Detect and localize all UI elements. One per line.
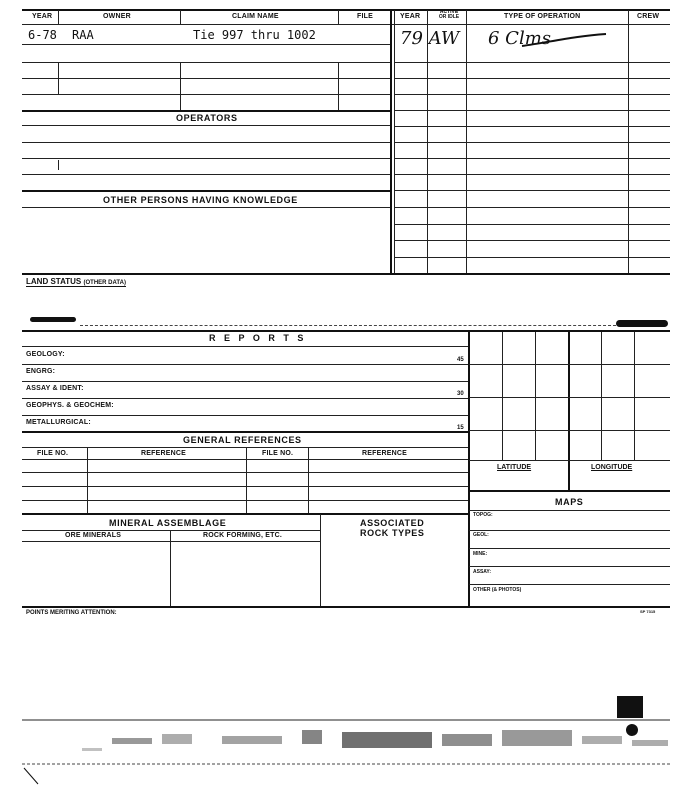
map-assay: ASSAY: [473, 569, 492, 575]
entry-year: 6-78 [28, 28, 57, 42]
col-divider [246, 447, 247, 513]
op-row-line [394, 78, 670, 79]
op-row-line [394, 94, 670, 95]
latitude-label: LATITUDE [497, 464, 532, 471]
op-row-line [394, 110, 670, 111]
other-persons-rule [22, 207, 390, 208]
map-mine: MINE: [473, 551, 488, 557]
grid-col [634, 332, 635, 460]
owner-row-line [22, 94, 390, 95]
refs-col-file-no: FILE NO. [37, 450, 69, 457]
mineral-col-rule [22, 541, 320, 542]
right-panel-rule [468, 330, 470, 606]
op-row-line [394, 158, 670, 159]
operators-row-line [22, 142, 390, 143]
ink-smudge [616, 320, 668, 327]
report-label: METALLURGICAL: [26, 419, 91, 426]
general-references-heading: GENERAL REFERENCES [183, 435, 302, 445]
form-number: SP 7315 [640, 609, 656, 614]
op-row-line [394, 257, 670, 258]
op-row-line [394, 142, 670, 143]
grid-col [535, 332, 536, 460]
maps-top-rule [469, 490, 670, 492]
op-row-line [394, 190, 670, 191]
longitude-label: LONGITUDE [591, 464, 633, 471]
op-row-line [394, 240, 670, 241]
ore-minerals-col: ORE MINERALS [65, 532, 122, 539]
col-divider [170, 530, 171, 606]
refs-bottom-rule [22, 513, 468, 515]
col-divider [320, 514, 321, 606]
owner-row-line [22, 78, 390, 79]
refs-col-file-no: FILE NO. [262, 450, 294, 457]
op-row-line [394, 174, 670, 175]
maps-row-line [469, 530, 670, 531]
grid-row [469, 364, 670, 365]
header-rule [22, 24, 670, 25]
report-label: ENGRG: [26, 368, 56, 375]
reports-row-line [22, 398, 468, 399]
col-divider [87, 447, 88, 513]
refs-col-reference: REFERENCE [362, 450, 407, 457]
header-year: YEAR [32, 13, 53, 20]
header-owner: OWNER [103, 13, 131, 20]
col-divider [58, 62, 59, 94]
scan-noise-band [22, 690, 672, 790]
report-number: 15 [457, 425, 464, 431]
report-number: 30 [457, 391, 464, 397]
col-tick [58, 160, 59, 170]
maps-row-line [469, 548, 670, 549]
mineral-assemblage-heading: MINERAL ASSEMBLAGE [109, 518, 227, 528]
header-claim-name: CLAIM NAME [232, 13, 279, 20]
grid-row [469, 460, 670, 461]
reports-top-rule [22, 330, 670, 332]
lower-bottom-rule [22, 606, 670, 608]
refs-row-line [22, 486, 468, 487]
col-divider [338, 62, 339, 110]
refs-row-line [22, 500, 468, 501]
owner-row-line [22, 62, 390, 63]
report-label: ASSAY & IDENT: [26, 385, 84, 392]
grid-row [469, 397, 670, 398]
maps-rule [469, 510, 670, 511]
associated-rock-types-heading: ASSOCIATED [360, 518, 425, 528]
op-row-line [394, 126, 670, 127]
op-row-line [394, 207, 670, 208]
general-refs-rule [22, 447, 468, 448]
operators-row-line [22, 174, 390, 175]
reports-row-line [22, 381, 468, 382]
col-divider [58, 10, 59, 24]
op-row-line [394, 62, 670, 63]
col-divider [180, 62, 181, 110]
operators-heading: OPERATORS [176, 113, 238, 123]
refs-row-line [22, 459, 468, 460]
handwriting-underline-stroke [520, 30, 610, 50]
map-geol: GEOL: [473, 532, 489, 538]
map-other: OTHER (& PHOTOS) [473, 587, 522, 593]
grid-col [601, 332, 602, 460]
operators-bottom-rule [22, 190, 390, 192]
col-divider [308, 447, 309, 513]
op-row-line [394, 224, 670, 225]
entry-handwritten-operation: 6 Clms [488, 28, 552, 49]
maps-heading: MAPS [555, 497, 584, 507]
main-vertical-rule [390, 10, 392, 274]
entry-owner: RAA [72, 28, 94, 42]
ink-smudge [30, 317, 76, 322]
maps-row-line [469, 584, 670, 585]
operators-row-line [22, 158, 390, 159]
report-label: GEOLOGY: [26, 351, 65, 358]
grid-col-heavy [568, 332, 570, 490]
header-crew: CREW [637, 13, 660, 20]
grid-row [469, 430, 670, 431]
top-border [22, 9, 670, 11]
points-meriting-attention: POINTS MERITING ATTENTION: [26, 610, 117, 616]
map-topog: TOPOG: [473, 512, 493, 518]
entry-claim-name: Tie 997 thru 1002 [193, 28, 316, 42]
faint-rule [80, 325, 616, 326]
header-type-of-operation: TYPE OF OPERATION [504, 13, 581, 20]
report-number: 45 [457, 357, 464, 363]
report-label: GEOPHYS. & GEOCHEM: [26, 402, 114, 409]
other-persons-heading: OTHER PERSONS HAVING KNOWLEDGE [103, 195, 298, 205]
header-year-right: YEAR [400, 13, 421, 20]
grid-col [502, 332, 503, 460]
associated-rock-types-heading-2: ROCK TYPES [360, 528, 425, 538]
refs-row-line [22, 472, 468, 473]
col-divider [180, 10, 181, 24]
reports-row-line [22, 364, 468, 365]
stray-pen-mark [20, 764, 44, 788]
reports-heading: R E P O R T S [209, 333, 307, 343]
reports-bottom-rule [22, 431, 468, 433]
reports-row-line [22, 415, 468, 416]
rock-forming-col: ROCK FORMING, ETC. [203, 532, 283, 539]
header-file: FILE [357, 13, 373, 20]
operators-rule [22, 125, 390, 126]
maps-row-line [469, 566, 670, 567]
col-divider [338, 10, 339, 24]
refs-col-reference: REFERENCE [141, 450, 186, 457]
land-status-heading: LAND STATUS (OTHER DATA) [26, 277, 126, 286]
owner-bottom-rule [22, 110, 390, 112]
mineral-rule [22, 530, 320, 531]
reports-rule [22, 346, 468, 347]
upper-bottom-rule [22, 273, 670, 275]
entry-handwritten-year: 79 AW [400, 28, 460, 49]
owner-row-line [22, 44, 390, 45]
header-active-or-idle: ACTIVE OR IDLE [438, 9, 460, 20]
